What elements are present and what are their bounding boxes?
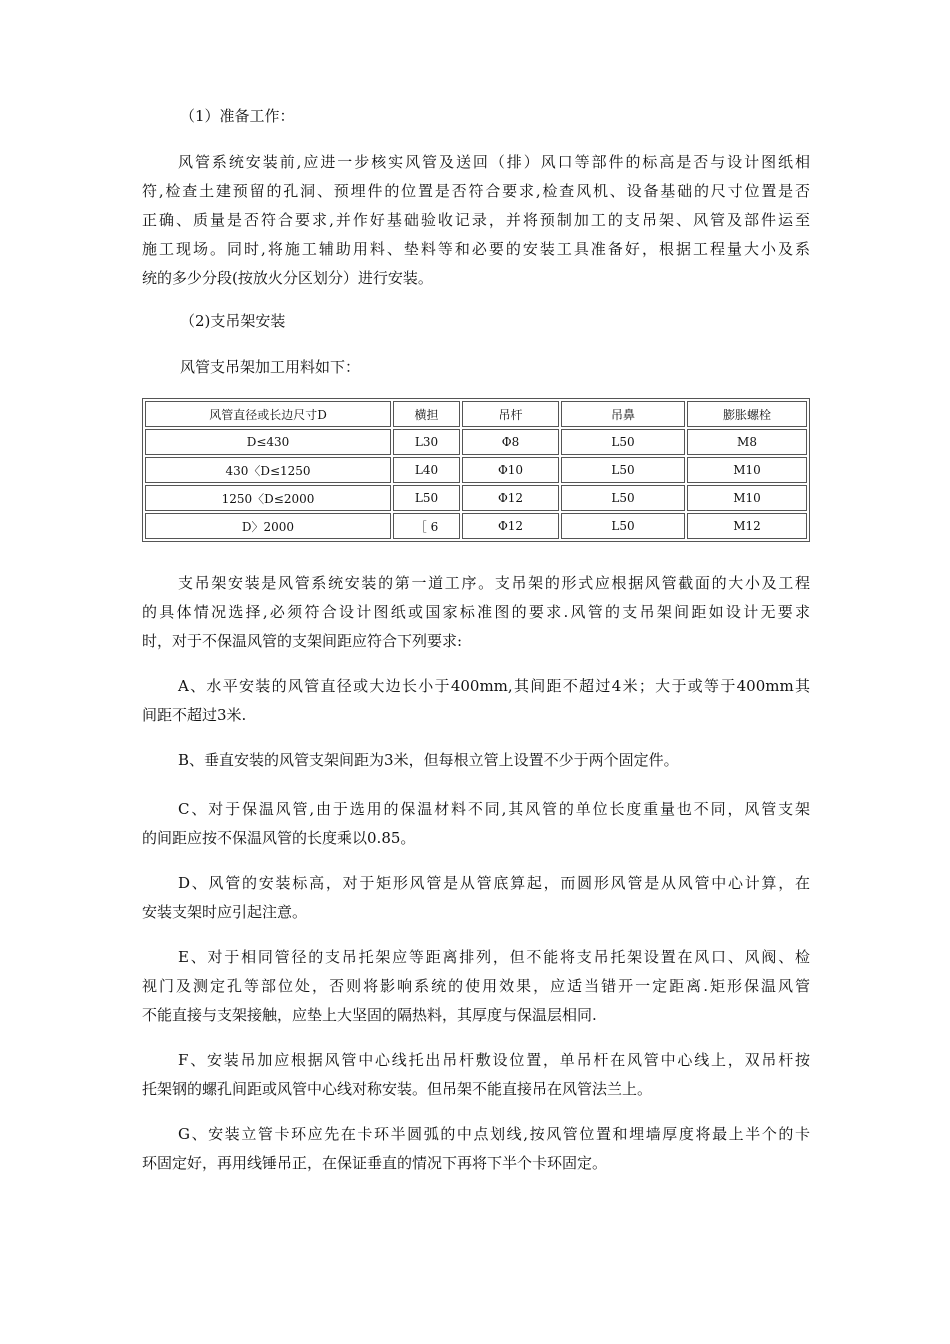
requirement-g xyxy=(142,1120,810,1178)
header-cell-hanger-rod: 吊杆 xyxy=(462,401,559,427)
table-cell: 1250〈D≤2000 xyxy=(145,485,391,511)
paragraph-line: 安装支架时应引起注意。 xyxy=(142,903,308,921)
table-row xyxy=(145,513,807,539)
paragraph-line: 环固定好，再用线锤吊正，在保证垂直的情况下再将下半个卡环固定。 xyxy=(142,1154,608,1172)
table-cell: L50 xyxy=(561,457,685,483)
table-cell: L50 xyxy=(561,485,685,511)
requirement-f xyxy=(142,1046,810,1104)
paragraph-line: 的具体情况选择,必须符合设计图纸或国家标准图的要求.风管的支吊架间距如设计无要求 xyxy=(142,603,810,621)
hanger-material-table xyxy=(142,398,810,542)
paragraph-line: G、安装立管卡环应先在卡环半圆弧的中点划线,按风管位置和埋墙厚度将最上半个的卡 xyxy=(178,1125,810,1143)
table-row xyxy=(145,485,807,511)
table-cell: M8 xyxy=(687,429,807,455)
requirement-d xyxy=(142,869,810,927)
paragraph-line: 符,检查土建预留的孔洞、预埋件的位置是否符合要求,检查风机、设备基础的尺寸位置是否 xyxy=(142,182,810,200)
table-cell: D〉2000 xyxy=(145,513,391,539)
table-cell: ［ 6 xyxy=(393,513,460,539)
paragraph-line: 风管系统安装前,应进一步核实风管及送回（排）风口等部件的标高是否与设计图纸相 xyxy=(178,153,810,171)
requirement-e xyxy=(142,943,810,1030)
table-cell: M12 xyxy=(687,513,807,539)
requirement-b xyxy=(142,746,810,775)
table-cell: Φ12 xyxy=(462,513,559,539)
header-cell-hanger-nose: 吊鼻 xyxy=(561,401,685,427)
table-cell: L50 xyxy=(393,485,460,511)
table-cell: L50 xyxy=(561,513,685,539)
paragraph-line: F、安装吊加应根据风管中心线托出吊杆敷设位置，单吊杆在风管中心线上，双吊杆按 xyxy=(178,1051,810,1069)
paragraph-line: C、对于保温风管,由于选用的保温材料不同,其风管的单位长度重量也不同，风管支架 xyxy=(178,800,810,818)
table-cell: Φ12 xyxy=(462,485,559,511)
preparation-paragraph xyxy=(142,148,810,293)
table-cell: Φ8 xyxy=(462,429,559,455)
table-header-row xyxy=(145,401,807,427)
paragraph-line: 托架钢的螺孔间距或风管中心线对称安装。但吊架不能直接吊在风管法兰上。 xyxy=(142,1080,653,1098)
table-cell: D≤430 xyxy=(145,429,391,455)
table-cell: M10 xyxy=(687,457,807,483)
paragraph-line: 正确、质量是否符合要求,并作好基础验收记录，并将预制加工的支吊架、风管及部件运至 xyxy=(142,211,810,229)
table-cell: 430〈D≤1250 xyxy=(145,457,391,483)
paragraph-line: 时，对于不保温风管的支架间距应符合下列要求: xyxy=(142,632,463,650)
table-cell: L50 xyxy=(561,429,685,455)
table-cell: L30 xyxy=(393,429,460,455)
paragraph-line: 视门及测定孔等部位处，否则将影响系统的使用效果，应适当错开一定距离.矩形保温风管 xyxy=(142,977,810,995)
paragraph-line: D、风管的安装标高，对于矩形风管是从管底算起，而圆形风管是从风管中心计算，在 xyxy=(178,874,810,892)
requirement-a xyxy=(142,672,810,730)
table-row xyxy=(145,429,807,455)
paragraph-line: 的间距应按不保温风管的长度乘以0.85。 xyxy=(142,829,416,847)
install-paragraph xyxy=(142,569,810,656)
paragraph-line: 间距不超过3米. xyxy=(142,706,247,724)
paragraph-line: E、对于相同管径的支吊托架应等距离排列，但不能将支吊托架设置在风口、风阀、检 xyxy=(178,948,810,966)
paragraph-line: 不能直接与支架接触，应垫上大坚固的隔热料，其厚度与保温层相同. xyxy=(142,1006,597,1024)
paragraph-line: A、水平安装的风管直径或大边长小于400mm,其间距不超过4米；大于或等于400mm其 xyxy=(178,677,810,695)
table-row xyxy=(145,457,807,483)
header-cell-crossbar: 横担 xyxy=(393,401,460,427)
section-heading-hangers: （2)支吊架安装 xyxy=(180,312,286,330)
paragraph-line: B、垂直安装的风管支架间距为3米，但每根立管上设置不少于两个固定件。 xyxy=(178,751,679,769)
header-cell-expansion-bolt: 膨胀螺栓 xyxy=(687,401,807,427)
header-cell-duct-size: 风管直径或长边尺寸D xyxy=(145,401,391,427)
table-cell: M10 xyxy=(687,485,807,511)
table-cell: L40 xyxy=(393,457,460,483)
section-heading-preparation: （1）准备工作： xyxy=(180,107,295,125)
table-intro: 风管支吊架加工用料如下： xyxy=(180,358,361,376)
paragraph-line: 施工现场。同时,将施工辅助用料、垫料等和必要的安装工具准备好，根据工程量大小及系 xyxy=(142,240,810,258)
requirement-c xyxy=(142,795,810,853)
paragraph-line: 统的多少分段(按放火分区划分）进行安装。 xyxy=(142,269,433,287)
table-cell: Φ10 xyxy=(462,457,559,483)
paragraph-line: 支吊架安装是风管系统安装的第一道工序。支吊架的形式应根据风管截面的大小及工程 xyxy=(178,574,810,592)
